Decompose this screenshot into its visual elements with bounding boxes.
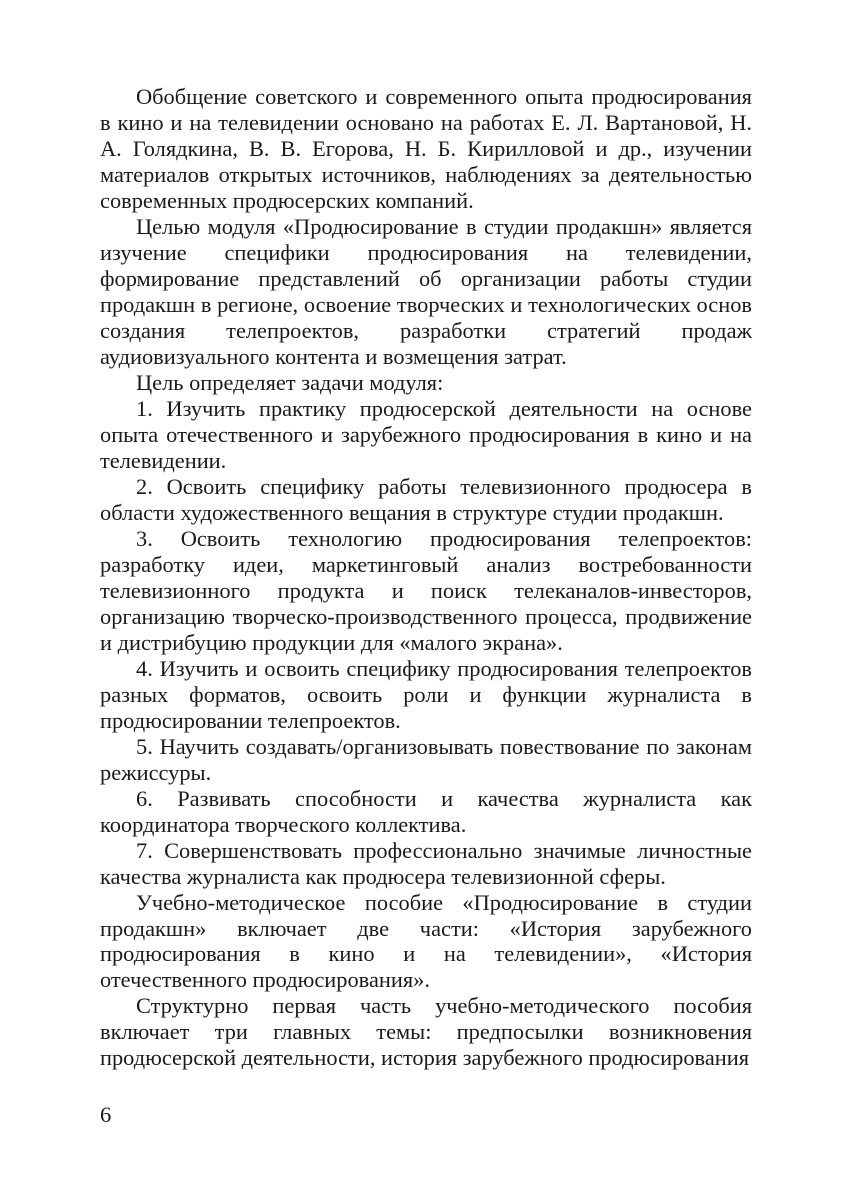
paragraph-tasks-heading: Цель определяет задачи модуля: xyxy=(136,369,444,395)
page-number: 6 xyxy=(100,1102,112,1127)
list-item-task-3: 3. Освоить технологию продюсирования телепроектов: разработку идеи, маркетинговый анализ востребованности телевизионного продукта и поиск телеканалов-инвесторов, организацию творческо-производственного процесса, продвижение и дистрибуцию продукции для «малого экрана». xyxy=(100,525,752,655)
list-item-task-1: 1. Изучить практику продюсерской деятельности на основе опыта отечественного и зарубежного продюсирования в кино и на телевидении. xyxy=(100,395,752,473)
paragraph-structure: Структурно первая часть учебно-методического пособия включает три главных темы: предпосылки возникновения продюсерской деятельности, история зарубежного продюсирования xyxy=(100,993,752,1071)
paragraph-module-goal: Целью модуля «Продюсирование в студии продакшн» является изучение специфики продюсирования на телевидении, формирование представлений об организации работы студии продакшн в регионе, освоение творческих и технологических основ создания телепроектов, разработки стратегий продаж аудиовизуального контента и возмещения затрат. xyxy=(100,213,752,369)
list-item-task-4: 4. Изучить и освоить специфику продюсирования телепроектов разных форматов, освоить роли и функции журналиста в продюсировании телепроектов. xyxy=(100,655,752,733)
body-text xyxy=(100,84,752,1071)
list-item-task-6: 6. Развивать способности и качества журналиста как координатора творческого коллектива. xyxy=(100,785,752,837)
paragraph-manual-parts: Учебно-методическое пособие «Продюсирование в студии продакшн» включает две части: «История зарубежного продюсирования в кино и на телевидении», «История отечественного продюсирования». xyxy=(100,889,752,993)
list-item-task-7: 7. Совершенствовать профессионально значимые личностные качества журналиста как продюсера телевизионной сферы. xyxy=(100,837,752,889)
paragraph-intro-sources: Обобщение советского и современного опыта продюсирования в кино и на телевидении основано на работах Е. Л. Вартановой, Н. А. Голядкина, В. В. Егорова, Н. Б. Кирилловой и др., изучении материалов открытых источников, наблюдениях за деятельностью современных продюсерских компаний. xyxy=(100,84,752,213)
list-item-task-2: 2. Освоить специфику работы телевизионного продюсера в области художественного вещания в структуре студии продакшн. xyxy=(100,473,752,525)
list-item-task-5: 5. Научить создавать/организовывать повествование по законам режиссуры. xyxy=(100,733,752,785)
